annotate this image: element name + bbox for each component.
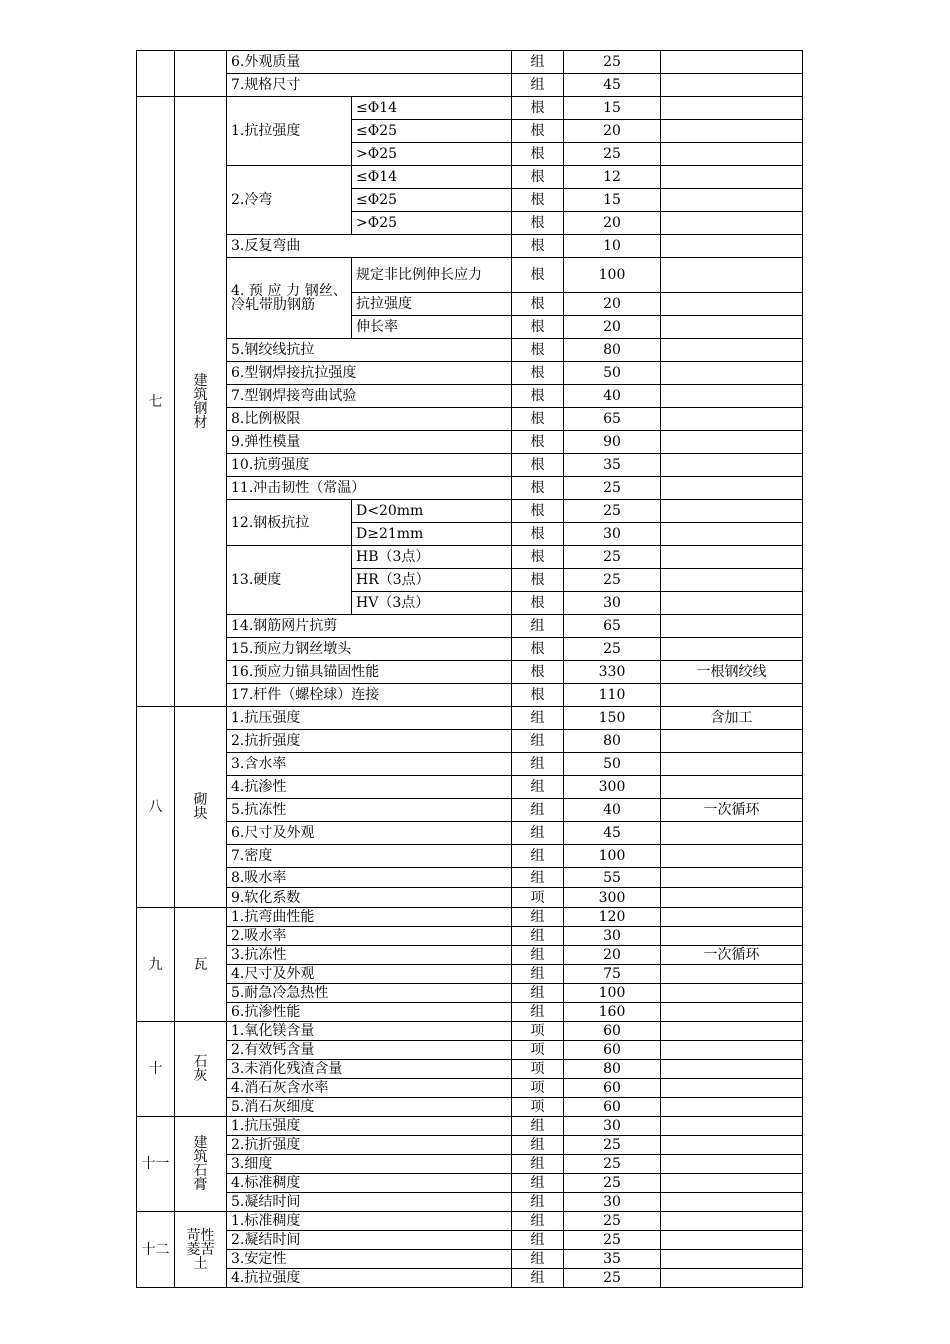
unit: 根 [512, 293, 564, 316]
table-row [137, 822, 803, 845]
note [661, 339, 803, 362]
unit: 根 [512, 143, 564, 166]
price: 25 [564, 569, 661, 592]
table-row [137, 166, 803, 189]
price: 80 [564, 730, 661, 753]
note [661, 454, 803, 477]
note [661, 143, 803, 166]
unit: 组 [512, 707, 564, 730]
table-row [137, 845, 803, 868]
price: 60 [564, 1098, 661, 1117]
unit: 组 [512, 908, 564, 927]
note [661, 868, 803, 888]
item-name: 4.抗渗性 [227, 776, 512, 799]
price: 25 [564, 51, 661, 74]
table-row [137, 1193, 803, 1212]
unit: 根 [512, 546, 564, 569]
note [661, 908, 803, 927]
unit: 根 [512, 431, 564, 454]
table-row [137, 362, 803, 385]
unit: 根 [512, 258, 564, 293]
sub-item: 伸长率 [352, 316, 512, 339]
unit: 根 [512, 316, 564, 339]
item-name: 1.抗弯曲性能 [227, 908, 512, 927]
item-name: 4.抗拉强度 [227, 1269, 512, 1288]
price: 30 [564, 523, 661, 546]
price: 65 [564, 408, 661, 431]
table-row [137, 1022, 803, 1041]
sub-item: D≥21mm [352, 523, 512, 546]
note [661, 927, 803, 946]
note [661, 258, 803, 293]
table-row [137, 1269, 803, 1288]
price: 45 [564, 822, 661, 845]
note [661, 569, 803, 592]
unit: 组 [512, 1155, 564, 1174]
price: 110 [564, 684, 661, 707]
unit: 组 [512, 1250, 564, 1269]
price: 50 [564, 362, 661, 385]
table-row [137, 868, 803, 888]
price: 330 [564, 661, 661, 684]
section-number: 十一 [137, 1117, 175, 1212]
unit: 组 [512, 1003, 564, 1022]
item-name: 7.规格尺寸 [227, 74, 512, 97]
table-row [137, 1041, 803, 1060]
price: 300 [564, 776, 661, 799]
unit: 组 [512, 74, 564, 97]
unit: 根 [512, 408, 564, 431]
table-row [137, 684, 803, 707]
price: 45 [564, 74, 661, 97]
item-name: 1.标准稠度 [227, 1212, 512, 1231]
item-name: 6.型钢焊接抗拉强度 [227, 362, 512, 385]
price: 20 [564, 120, 661, 143]
sub-item: HV（3点） [352, 592, 512, 615]
price: 30 [564, 592, 661, 615]
unit: 项 [512, 1022, 564, 1041]
note [661, 212, 803, 235]
unit: 项 [512, 1098, 564, 1117]
note [661, 592, 803, 615]
item-name: 5.凝结时间 [227, 1193, 512, 1212]
section-number: 八 [137, 707, 175, 908]
item-name: 6.外观质量 [227, 51, 512, 74]
note [661, 546, 803, 569]
item-name: 8.吸水率 [227, 868, 512, 888]
note [661, 1060, 803, 1079]
unit: 根 [512, 661, 564, 684]
note [661, 1117, 803, 1136]
table-row [137, 799, 803, 822]
item-name: 1.抗拉强度 [227, 97, 352, 166]
table-row [137, 477, 803, 500]
note [661, 753, 803, 776]
item-name: 3.反复弯曲 [227, 235, 512, 258]
table-row [137, 51, 803, 74]
unit: 根 [512, 684, 564, 707]
note [661, 385, 803, 408]
unit: 组 [512, 965, 564, 984]
section-name: 石 灰 [175, 1022, 227, 1117]
price: 90 [564, 431, 661, 454]
unit: 根 [512, 454, 564, 477]
unit: 根 [512, 500, 564, 523]
sub-item: ≤Φ25 [352, 120, 512, 143]
section-number: 九 [137, 908, 175, 1022]
item-name: 4.消石灰含水率 [227, 1079, 512, 1098]
item-name: 2.抗折强度 [227, 1136, 512, 1155]
unit: 根 [512, 189, 564, 212]
item-name: 13.硬度 [227, 546, 352, 615]
sub-item: >Φ25 [352, 212, 512, 235]
note [661, 638, 803, 661]
table-row [137, 707, 803, 730]
price: 25 [564, 477, 661, 500]
note [661, 822, 803, 845]
table-row [137, 454, 803, 477]
unit: 项 [512, 888, 564, 908]
price: 80 [564, 1060, 661, 1079]
unit: 组 [512, 1193, 564, 1212]
price: 100 [564, 845, 661, 868]
table-row [137, 615, 803, 638]
price: 25 [564, 1231, 661, 1250]
item-name: 11.冲击韧性（常温） [227, 477, 512, 500]
table-row [137, 753, 803, 776]
price: 160 [564, 1003, 661, 1022]
price: 20 [564, 293, 661, 316]
item-name: 1.抗压强度 [227, 1117, 512, 1136]
note [661, 1155, 803, 1174]
unit: 组 [512, 615, 564, 638]
price: 25 [564, 546, 661, 569]
table-row [137, 1079, 803, 1098]
note [661, 166, 803, 189]
item-name: 1.氧化镁含量 [227, 1022, 512, 1041]
note [661, 1079, 803, 1098]
note [661, 1193, 803, 1212]
item-name: 7.密度 [227, 845, 512, 868]
unit: 组 [512, 776, 564, 799]
table-row [137, 258, 803, 293]
note [661, 51, 803, 74]
table-row [137, 638, 803, 661]
note [661, 1041, 803, 1060]
item-name: 6.尺寸及外观 [227, 822, 512, 845]
note [661, 477, 803, 500]
unit: 组 [512, 51, 564, 74]
item-name: 2.吸水率 [227, 927, 512, 946]
note [661, 1174, 803, 1193]
note [661, 1098, 803, 1117]
price: 35 [564, 1250, 661, 1269]
item-name: 10.抗剪强度 [227, 454, 512, 477]
item-name: 9.弹性模量 [227, 431, 512, 454]
unit: 组 [512, 984, 564, 1003]
section-name: 苛性 菱苦 土 [175, 1212, 227, 1288]
note: 含加工 [661, 707, 803, 730]
item-name: 14.钢筋网片抗剪 [227, 615, 512, 638]
unit: 项 [512, 1060, 564, 1079]
unit: 根 [512, 166, 564, 189]
table-row [137, 339, 803, 362]
note [661, 97, 803, 120]
note [661, 1231, 803, 1250]
price: 30 [564, 1193, 661, 1212]
note [661, 235, 803, 258]
note [661, 1250, 803, 1269]
sub-item: 规定非比例伸长应力 [352, 258, 512, 293]
item-name: 16.预应力锚具锚固性能 [227, 661, 512, 684]
sub-item: >Φ25 [352, 143, 512, 166]
price: 60 [564, 1041, 661, 1060]
price: 15 [564, 189, 661, 212]
unit: 根 [512, 235, 564, 258]
price: 65 [564, 615, 661, 638]
unit: 组 [512, 927, 564, 946]
unit: 根 [512, 592, 564, 615]
note [661, 776, 803, 799]
item-name: 2.凝结时间 [227, 1231, 512, 1250]
item-name: 2.冷弯 [227, 166, 352, 235]
table-row [137, 235, 803, 258]
price: 40 [564, 385, 661, 408]
table-row [137, 908, 803, 927]
sub-item: 抗拉强度 [352, 293, 512, 316]
price: 25 [564, 1155, 661, 1174]
table-row [137, 927, 803, 946]
unit: 项 [512, 1041, 564, 1060]
section-number: 十 [137, 1022, 175, 1117]
price: 25 [564, 638, 661, 661]
unit: 根 [512, 362, 564, 385]
item-name: 2.抗折强度 [227, 730, 512, 753]
sub-item: D<20mm [352, 500, 512, 523]
note [661, 1003, 803, 1022]
item-name: 7.型钢焊接弯曲试验 [227, 385, 512, 408]
section-name: 砌 块 [175, 707, 227, 908]
table-row [137, 74, 803, 97]
note [661, 189, 803, 212]
item-name: 3.细度 [227, 1155, 512, 1174]
unit: 组 [512, 730, 564, 753]
unit: 组 [512, 1269, 564, 1288]
unit: 组 [512, 753, 564, 776]
note [661, 293, 803, 316]
table-row [137, 385, 803, 408]
note [661, 1269, 803, 1288]
note [661, 523, 803, 546]
note [661, 408, 803, 431]
price: 100 [564, 258, 661, 293]
unit: 组 [512, 1136, 564, 1155]
unit: 组 [512, 1117, 564, 1136]
note [661, 684, 803, 707]
price: 30 [564, 927, 661, 946]
item-name: 4.标准稠度 [227, 1174, 512, 1193]
price: 120 [564, 908, 661, 927]
table-row [137, 730, 803, 753]
item-name: 3.安定性 [227, 1250, 512, 1269]
table-row [137, 431, 803, 454]
price: 25 [564, 500, 661, 523]
unit: 组 [512, 946, 564, 965]
price: 20 [564, 212, 661, 235]
item-name: 3.未消化残渣含量 [227, 1060, 512, 1079]
price: 300 [564, 888, 661, 908]
note [661, 431, 803, 454]
price: 20 [564, 946, 661, 965]
item-name: 9.软化系数 [227, 888, 512, 908]
note [661, 845, 803, 868]
sub-item: HB（3点） [352, 546, 512, 569]
table-row [137, 1003, 803, 1022]
table-row [137, 661, 803, 684]
table-row [137, 776, 803, 799]
table-row [137, 1117, 803, 1136]
price: 35 [564, 454, 661, 477]
price: 25 [564, 1269, 661, 1288]
note [661, 74, 803, 97]
unit: 根 [512, 212, 564, 235]
price: 25 [564, 1174, 661, 1193]
item-name: 6.抗渗性能 [227, 1003, 512, 1022]
unit: 组 [512, 799, 564, 822]
table-row [137, 965, 803, 984]
unit: 根 [512, 385, 564, 408]
section-number [137, 51, 175, 97]
table-row [137, 1098, 803, 1117]
price: 55 [564, 868, 661, 888]
sub-item: ≤Φ25 [352, 189, 512, 212]
unit: 组 [512, 1212, 564, 1231]
note [661, 1136, 803, 1155]
section-name [175, 51, 227, 97]
section-number: 七 [137, 97, 175, 707]
price: 25 [564, 1136, 661, 1155]
note [661, 730, 803, 753]
note [661, 500, 803, 523]
table-row [137, 546, 803, 569]
price: 40 [564, 799, 661, 822]
item-name: 5.钢绞线抗拉 [227, 339, 512, 362]
note [661, 120, 803, 143]
unit: 根 [512, 97, 564, 120]
price: 80 [564, 339, 661, 362]
note [661, 984, 803, 1003]
note: 一次循环 [661, 946, 803, 965]
section-number: 十二 [137, 1212, 175, 1288]
item-name: 15.预应力钢丝墩头 [227, 638, 512, 661]
unit: 根 [512, 339, 564, 362]
table-row [137, 888, 803, 908]
table-row [137, 500, 803, 523]
note [661, 316, 803, 339]
table-row [137, 1060, 803, 1079]
table-row [137, 1155, 803, 1174]
note: 一根钢绞线 [661, 661, 803, 684]
unit: 根 [512, 638, 564, 661]
unit: 组 [512, 1231, 564, 1250]
item-name: 4.尺寸及外观 [227, 965, 512, 984]
price: 30 [564, 1117, 661, 1136]
item-name: 12.钢板抗拉 [227, 500, 352, 546]
sub-item: ≤Φ14 [352, 166, 512, 189]
item-name: 8.比例极限 [227, 408, 512, 431]
sub-item: HR（3点） [352, 569, 512, 592]
price: 75 [564, 965, 661, 984]
unit: 根 [512, 569, 564, 592]
price: 150 [564, 707, 661, 730]
item-name: 3.抗冻性 [227, 946, 512, 965]
note: 一次循环 [661, 799, 803, 822]
item-name: 4. 预 应 力 钢丝、冷轧带肋钢筋 [227, 258, 352, 339]
unit: 项 [512, 1079, 564, 1098]
note [661, 615, 803, 638]
price: 10 [564, 235, 661, 258]
item-name: 5.耐急冷急热性 [227, 984, 512, 1003]
price: 25 [564, 1212, 661, 1231]
item-name: 1.抗压强度 [227, 707, 512, 730]
note [661, 362, 803, 385]
price: 60 [564, 1022, 661, 1041]
section-name: 建 筑 石 膏 [175, 1117, 227, 1212]
table-row [137, 1212, 803, 1231]
item-name: 5.抗冻性 [227, 799, 512, 822]
unit: 根 [512, 477, 564, 500]
price: 12 [564, 166, 661, 189]
price: 60 [564, 1079, 661, 1098]
fee-table [136, 50, 803, 1288]
section-name: 瓦 [175, 908, 227, 1022]
note [661, 1212, 803, 1231]
item-name: 3.含水率 [227, 753, 512, 776]
table-row [137, 1174, 803, 1193]
section-name: 建 筑 钢 材 [175, 97, 227, 707]
price: 50 [564, 753, 661, 776]
item-name: 5.消石灰细度 [227, 1098, 512, 1117]
price: 25 [564, 143, 661, 166]
unit: 根 [512, 523, 564, 546]
price: 100 [564, 984, 661, 1003]
sub-item: ≤Φ14 [352, 97, 512, 120]
item-name: 17.杆件（螺栓球）连接 [227, 684, 512, 707]
unit: 组 [512, 1174, 564, 1193]
price: 15 [564, 97, 661, 120]
table-row [137, 1250, 803, 1269]
table-row [137, 408, 803, 431]
price: 20 [564, 316, 661, 339]
table-row [137, 1231, 803, 1250]
table-row [137, 946, 803, 965]
table-row [137, 1136, 803, 1155]
unit: 组 [512, 868, 564, 888]
note [661, 888, 803, 908]
unit: 组 [512, 845, 564, 868]
table-row [137, 984, 803, 1003]
item-name: 2.有效钙含量 [227, 1041, 512, 1060]
table-row [137, 97, 803, 120]
unit: 根 [512, 120, 564, 143]
note [661, 1022, 803, 1041]
unit: 组 [512, 822, 564, 845]
note [661, 965, 803, 984]
